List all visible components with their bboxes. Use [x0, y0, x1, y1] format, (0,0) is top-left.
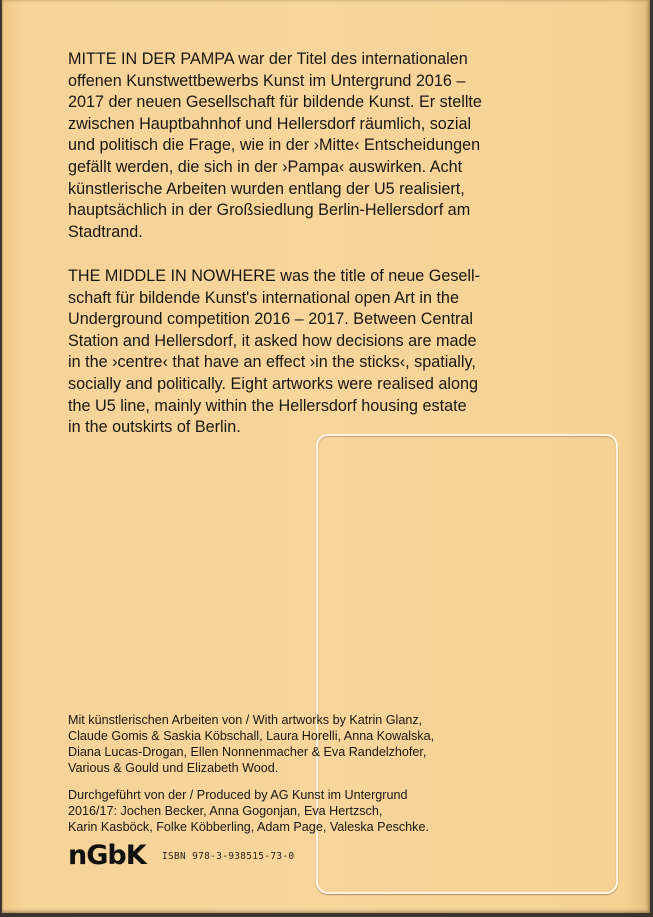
- text-line: MITTE IN DER PAMPA war der Titel des internationalen: [68, 50, 468, 68]
- text-line: und politisch die Frage, wie in der ›Mitte‹ Entscheidungen: [68, 136, 481, 155]
- text-line: hauptsächlich in der Großsiedlung Berlin-Hellersdorf am: [68, 201, 471, 220]
- german-description: [68, 49, 528, 243]
- text-line: schaft für bildende Kunst's international open Art in the: [68, 288, 459, 307]
- text-line: in the ›centre‹ that have an effect ›in the sticks‹, spatially,: [68, 353, 476, 372]
- produced-by-credits: [68, 788, 528, 836]
- text-line: Mit künstlerischen Arbeiten von / With artworks by Katrin Glanz,: [68, 713, 423, 727]
- text-line: Diana Lucas-Drogan, Ellen Nonnenmacher & Eva Randelzhofer,: [68, 744, 427, 759]
- english-description: [68, 266, 528, 439]
- text-line: 2017 der neuen Gesellschaft für bildende Kunst. Er stellte: [68, 93, 482, 112]
- text-line: Station and Hellersdorf, it asked how decisions are made: [68, 331, 477, 350]
- text-line: 2016/17: Jochen Becker, Anna Gogonjan, Eva Hertzsch,: [68, 803, 383, 818]
- isbn-number: ISBN 978-3-938515-73-0: [162, 851, 295, 862]
- text-line: Karin Kasböck, Folke Köbberling, Adam Page, Valeska Peschke.: [68, 819, 429, 834]
- text-line: künstlerische Arbeiten wurden entlang der U5 realisiert,: [68, 179, 465, 198]
- text-line: Claude Gomis & Saskia Köbschall, Laura Horelli, Anna Kowalska,: [68, 728, 435, 743]
- text-line: gefällt werden, die sich in der ›Pampa‹ auswirken. Acht: [68, 157, 463, 176]
- text-line: offenen Kunstwettbewerbs Kunst im Untergrund 2016 –: [68, 71, 466, 90]
- text-line: zwischen Hauptbahnhof und Hellersdorf räumlich, sozial: [68, 114, 472, 133]
- text-line: in the outskirts of Berlin.: [68, 418, 241, 437]
- book-back-cover: [2, 0, 650, 913]
- text-line: Underground competition 2016 – 2017. Between Central: [68, 310, 473, 329]
- ngbk-logo: nGbK: [68, 840, 146, 871]
- text-line: socially and politically. Eight artworks were realised along: [68, 374, 478, 393]
- text-line: Durchgeführt von der / Produced by AG Kunst im Untergrund: [68, 788, 408, 802]
- text-line: Various & Gould und Elizabeth Wood.: [68, 760, 279, 775]
- text-line: Stadtrand.: [68, 222, 143, 241]
- text-line: the U5 line, mainly within the Hellersdorf housing estate: [68, 396, 467, 415]
- artists-credits: [68, 713, 528, 777]
- text-line: THE MIDDLE IN NOWHERE was the title of neue Gesell-: [68, 267, 480, 285]
